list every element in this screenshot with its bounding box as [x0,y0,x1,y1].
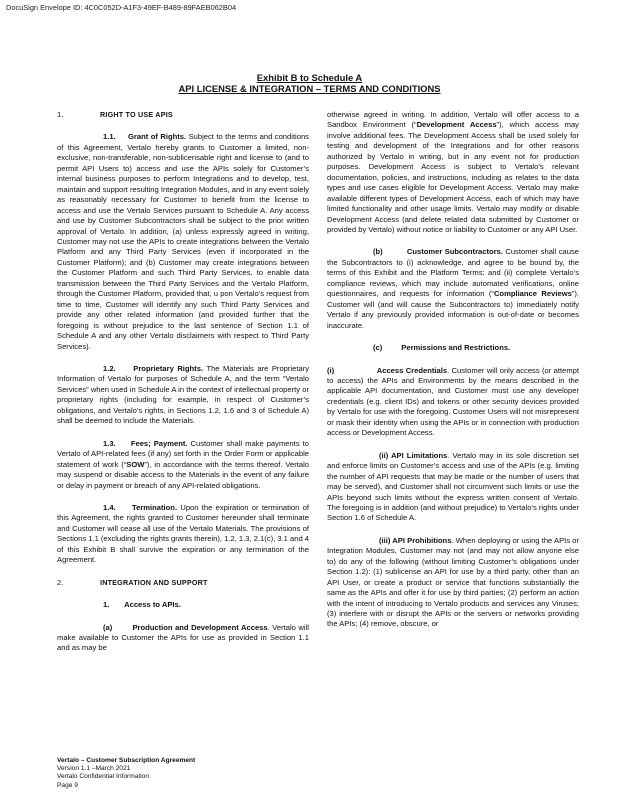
clause-title: Proprietary Rights. [133,363,204,373]
page-number: Page 9 [57,781,78,789]
clause-text: ”), which access may involve additional fees. The Development Access shall be used solely for testing and development of the Integrations and for other reasons authorized by Vertalo in writing, but in any event not for production purposes. Development Access is subject to Vertalo’s relevant documentation, policies, and instructions, including as relates to the data types and use cases eligible for Development Access. Vertalo may make available different types of Development Access, each of which may have limited functionality and other usage limits. Vertalo may modify or disable Development Access (and delete related data submitted by Customer or provided by Vertalo) without notice or liability to Customer or any API User. [327,120,579,234]
clause-title: Fees; Payment. [130,438,188,448]
footer-confidential: Vertalo Confidential Information [57,773,149,781]
section-number: 1. [57,110,64,119]
clause-title: Grant of Rights. [128,132,187,142]
clause-title: Termination. [132,502,178,512]
clause-text: Customer shall cause the Subcontractors to (i) acknowledge, and agree to be bound by, the terms of this Exhibit and the Platform Terms; and (ii) complete Vertalo’s compliance reviews, which may include automated verifications, online questionnaires, and requests for information (“ [327,247,579,299]
clause-text: . Vertalo may in its sole discretion set and enforce limits on Customer’s access and use of the APIs (e.g. limiting the number of API requests that may be made or the number of users that may be served), and Customer shall not circumvent such limits or use the APIs beyond such limits without the express written consent of Vertalo. The foregoing is in addition (and without prejudice) to Vertalo’s rights under Section 1.6 of Schedule A. [327,450,579,523]
section-2-1-c-i: (i) Access Credentials. Customer will only access (or attempt to access) the APIs and Environments by the means described in the applicable API documentation, and Customer must use any developer credentials (e.g. client IDs) and tokens or other security devices provided by Vertalo for use with the foregoing. Customer Users will not misrepresent or mask their identity when using the APIs or in connection with production access or Development Access. [327,365,579,438]
development-access-paragraph [327,110,579,235]
page-footer [57,757,195,790]
footer-agreement-title: Vertalo – Customer Subscription Agreement [57,757,196,764]
clause-title: Access Credentials [376,365,448,375]
footer-version: Version 1.1 –March 2021 [57,765,131,773]
section-2-heading [57,578,309,588]
section-2-1-c: (c) Permissions and Restrictions. [373,343,511,353]
section-2-1-c-ii [327,451,579,524]
left-column [57,110,309,666]
envelope-id: DocuSign Envelope ID: 4C0C052D-A1F3-49EF-B489-89FAEB062B04 [6,3,237,12]
clause-text: otherwise agreed in writing. In addition, Vertalo will offer access to a Sandbox Environment (“ [327,110,579,130]
section-2-1-a: (a) Production and Development Access. Vertalo will make available to Customer the APIs for use as provided in Section 1.1 and as may be [57,622,309,653]
clause-title: Production and Development Access [132,622,268,632]
clause-title: Access to APIs. [124,600,181,610]
clause-text: Upon the expiration or termination of this Agreement, the rights granted to Customer hereunder shall terminate and Customer will cease all use of the Vertalo Materials. The provisions of Sections 1.1 (excluding the rights grants therein), 1.2, 1.3, 2.1(c), 3.1 and 4 of this Exhibit B shall survive the expiration or any termination of the Agreement. [57,502,310,565]
section-title: INTEGRATION AND SUPPORT [100,577,208,587]
clause-text: The Materials are Proprietary Information of Vertalo for purposes of Schedule A, and the term “Vertalo Services” when used in Schedule A in the context of intellectual property or proprietary rights (including for example, in respect of Customer’s obligations, and Vertalo’s rights, in Sections 1.2, 1.6 and 3 of Schedule A) shall be deemed to include the Materials. [57,363,310,426]
section-2-1-b: (b) Customer Subcontractors. Customer shall cause the Subcontractors to (i) acknowledge, and agree to be bound by, the terms of this Exhibit and the Platform Terms; and (ii) complete Vertalo’s compliance reviews, which may include automated verifications, online questionnaires, and requests for information (“Compliance Reviews”). Customer will (and will cause the Subcontractors to) immediately notify Vertalo if any previously provided information is out-of-date or becomes inaccurate. [327,247,579,330]
clause-text: . Vertalo will make available to Customer the APIs for use as provided in Section 1.1 and as may be [57,622,309,653]
clause-title: Permissions and Restrictions. [401,343,511,353]
exhibit-title: Exhibit B to Schedule A [256,72,363,83]
clause-text: ”), in accordance with the terms thereof. Vertalo may suspend or disable access to the Materials in the event of any failure or delay in payment or breach of any API-related obligations. [57,459,309,490]
clause-text: . Customer will only access (or attempt to access) the APIs and Environments by the means described in the applicable API documentation, and Customer must use any developer credentials (e.g. client IDs) and tokens or other security devices provided by Vertalo for use with the foregoing. Customer Users will not misrepresent or mask their identity when using the APIs or in connection with production access or Development Access. [327,365,579,438]
section-1-1: 1.1. Grant of Rights. Subject to the terms and conditions of this Agreement, Vertalo hereby grants to Customer a limited, non-exclusive, non-transferable, non-sublicensable right and license to (and to permit API Users to) access and use the APIs solely for Customer’s internal business purposes to perform Integrations and to develop, test, maintain and support resulting Integration Modules, and in any event solely as reasonably necessary for Customer to benefit from the license to access and use the Vertalo Services pursuant to Schedule A. Any access and use by Customer Subcontractors shall be subject to the prior written approval of Vertalo. In addition, (a) unless expressly agreed in writing, Customer may not use the APIs to create integrations between the Vertalo Platform and any Third Party Services (even if incorporated in the Customer Platform); and (b) Customer may create integrations between the Customer Platform and such Third Party Services, to enable data transmission between the Third Party Services and the Vertalo Platform, through the Customer Platform, provided that, u pon Vertalo’s request from time to time, Customer will identify any such Third Party Services and provide any other related information (and provided further that the foregoing is without prejudice to the last sentence of Section 1.1 of Schedule A and any other Vertalo disclaimers with respect to Third Party Services). [57,132,310,351]
section-2-1: 1. Access to APIs. [103,600,181,610]
section-1-3: 1.3. Fees; Payment. Customer shall make payments to Vertalo of API-related fees (if any) set forth in the Order Form or applicable statement of work (“SOW”), in accordance with the terms thereof. Vertalo may suspend or disable access to the Materials in the event of any failure or delay in payment or breach of any API-related obligations. [57,438,309,490]
section-1-2: 1.2. Proprietary Rights. The Materials are Proprietary Information of Vertalo for purposes of Schedule A, and the term “Vertalo Services” when used in Schedule A in the context of intellectual property or proprietary rights (including for example, in respect of Customer’s obligations, and Vertalo’s rights, in Sections 1.2, 1.6 and 3 of Schedule A) shall be deemed to include the Materials. [57,363,310,426]
section-title: RIGHT TO USE APIS [100,110,173,119]
right-column [327,110,579,642]
section-1-heading [57,110,309,120]
document-heading: API LICENSE & INTEGRATION – TERMS AND CONDITIONS [178,83,441,94]
defined-term: Compliance Reviews [493,289,572,299]
clause-title: Customer Subcontractors. [406,247,503,257]
clause-title: (ii) API Limitations [379,450,448,460]
section-2-1-c-iii [327,536,579,630]
section-1-4: 1.4. Termination. Upon the expiration or termination of this Agreement, the rights granted to Customer hereunder shall terminate and Customer will cease all use of the Vertalo Materials. The provisions of Sections 1.1 (excluding the rights grants therein), 1.2, 1.3, 2.1(c), 3.1 and 4 of this Exhibit B shall survive the expiration or any termination of the Agreement. [57,502,310,565]
clause-title: (iii) API Prohibitions [379,535,452,545]
clause-text: . When deploying or using the APIs or Integration Modules, Customer may not (and may not allow anyone else to) do any of the following (without limiting Customer’s obligations under Section 1.2): (1) sublicense an API for use by a third party, other than an API User, or create a product or service that functions substantially the same as the APIs and offer it for use by third parties; (2) perform an action with the intent of introducing to Vertalo products and services any Viruses; (3) interfere with or disrupt the APIs or the servers or networks providing the APIs; (4) remove, obscure, or [327,535,580,629]
defined-term: SOW [126,459,145,469]
clause-text: Customer shall make payments to Vertalo of API-related fees (if any) set forth in the Order Form or applicable statement of work (“ [57,438,309,469]
defined-term: Development Access [416,120,497,130]
section-number: 2. [57,577,64,587]
clause-text: Subject to the terms and conditions of this Agreement, Vertalo hereby grants to Customer a limited, non-exclusive, non-transferable, non-sublicensable right and license to (and to permit API Users to) access and use the APIs solely for Customer’s internal business purposes to perform Integrations and to develop, test, maintain and support resulting Integration Modules, and in any event solely as reasonably necessary for Customer to benefit from the license to access and use the Vertalo Services pursuant to Schedule A. Any access and use by Customer Subcontractors shall be subject to the prior written approval of Vertalo. In addition, (a) unless expressly agreed in writing, Customer may not use the APIs to create integrations between the Vertalo Platform and any Third Party Services (even if incorporated in the Customer Platform); and (b) Customer may create integrations between the Customer Platform and such Third Party Services, to enable data transmission between the Third Party Services and the Vertalo Platform, through the Customer Platform, provided that, u pon Vertalo’s request from time to time, Customer will identify any such Third Party Services and provide any other related information (and provided further that the foregoing is without prejudice to the last sentence of Section 1.1 of Schedule A and any other Vertalo disclaimers with respect to Third Party Services). [57,132,310,351]
clause-text: ”). Customer will (and will cause the Subcontractors to) immediately notify Vertalo if any previously provided information is out-of-date or becomes inaccurate. [327,289,579,330]
